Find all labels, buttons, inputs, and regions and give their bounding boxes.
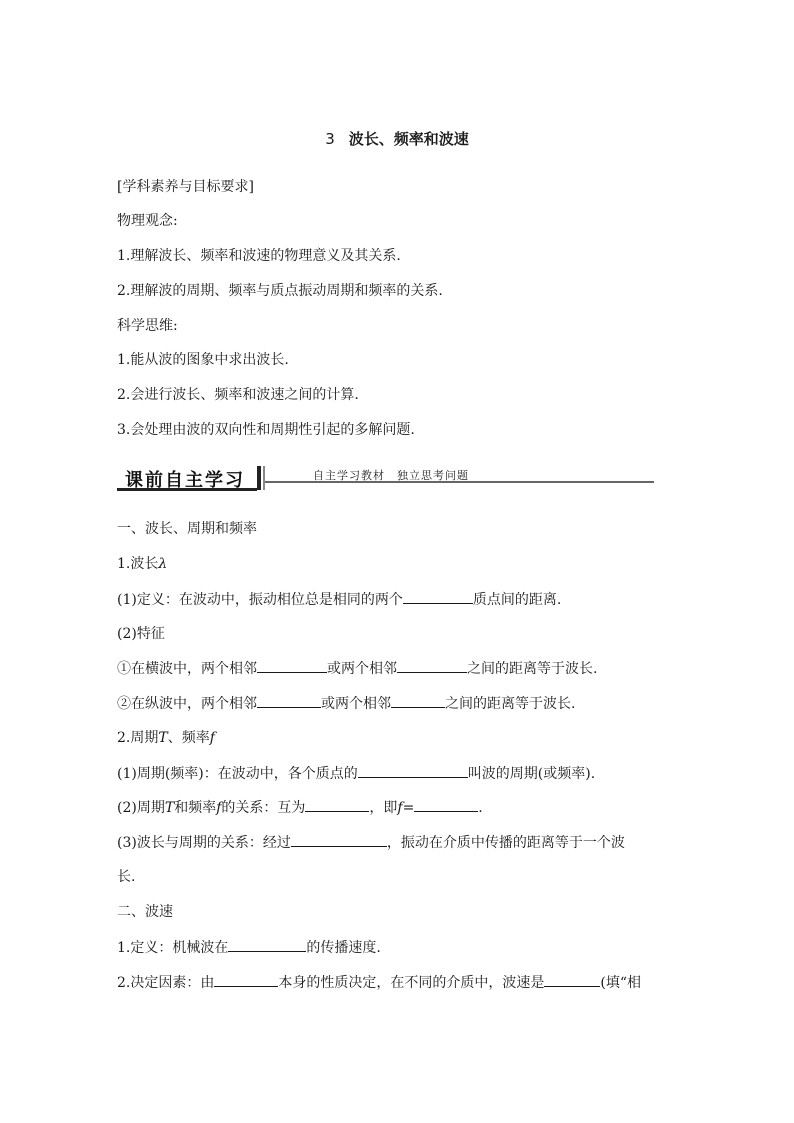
symbol-f: f xyxy=(216,800,222,816)
page-title xyxy=(0,128,794,149)
p2-text-end: . xyxy=(478,800,483,816)
period-title xyxy=(117,728,215,748)
feature-longitudinal xyxy=(117,693,575,714)
fill-blank[interactable] xyxy=(414,797,478,812)
physics-concept-label: 物理观念: xyxy=(117,213,178,229)
fill-blank[interactable] xyxy=(391,693,445,708)
s2-text-c: (填“相 xyxy=(600,975,641,991)
def-text-b: 质点间的距离. xyxy=(472,592,562,608)
f2-text-c: 之间的距离等于波长. xyxy=(445,696,576,712)
p2-text-a: (2)周期 xyxy=(117,800,165,816)
science-thinking-label: 科学思维: xyxy=(117,318,178,334)
wavelength-definition xyxy=(117,589,561,610)
banner-bar-light xyxy=(263,466,265,490)
section-banner xyxy=(117,462,654,492)
objective-st1: 1.能从波的图象中求出波长. xyxy=(117,352,289,368)
feature-label: (2)特征 xyxy=(117,626,165,642)
p1-text-b: 叫波的周期(或频率). xyxy=(467,766,596,782)
wave-speed-definition xyxy=(117,937,381,958)
banner-subtitle: 自主学习教材 独立思考问题 xyxy=(313,469,469,482)
title-text: 波长、频率和波速 xyxy=(348,130,469,148)
fill-blank[interactable] xyxy=(291,832,387,847)
period-frequency-relation xyxy=(117,797,483,818)
equals-sign: = xyxy=(402,800,415,816)
wavelength-period-relation xyxy=(117,832,625,853)
symbol-T: T xyxy=(164,800,175,816)
objective-pc2: 2.理解波的周期、频率与质点振动周期和频率的关系. xyxy=(117,283,443,299)
p2-text-b: 和频率 xyxy=(174,800,217,816)
section2-heading: 二、波速 xyxy=(117,904,173,920)
s2-text-b: 本身的性质决定，在不同的介质中，波速是 xyxy=(278,975,545,991)
p3-text-b: ，振动在介质中传播的距离等于一个波 xyxy=(386,835,625,851)
banner-bar-dark xyxy=(257,466,261,490)
banner-tab xyxy=(117,464,257,491)
f1-text-a: ①在横波中，两个相邻 xyxy=(117,661,257,677)
fill-blank[interactable] xyxy=(214,972,278,987)
objective-st3: 3.会处理由波的双向性和周期性引起的多解问题. xyxy=(117,422,415,438)
f1-text-c: 之间的距离等于波长. xyxy=(467,661,598,677)
fill-blank[interactable] xyxy=(358,763,468,778)
fill-blank[interactable] xyxy=(257,658,327,673)
def-text-a: (1)定义：在波动中，振动相位总是相同的两个 xyxy=(117,592,403,608)
symbol-f: f xyxy=(209,730,215,746)
fill-blank[interactable] xyxy=(305,797,369,812)
feature-transverse xyxy=(117,658,597,679)
wavelength-period-relation-cont: 长. xyxy=(117,869,136,885)
fill-blank[interactable] xyxy=(403,589,473,604)
wavelength-title xyxy=(117,554,167,574)
s1-text-a: 1.定义：机械波在 xyxy=(117,940,229,956)
lambda-symbol: λ xyxy=(158,556,168,572)
s2-text-a: 2.决定因素：由 xyxy=(117,975,215,991)
fill-blank[interactable] xyxy=(544,972,600,987)
period-title-b: 、频率 xyxy=(167,730,210,746)
objective-pc1: 1.理解波长、频率和波速的物理意义及其关系. xyxy=(117,248,401,264)
fill-blank[interactable] xyxy=(228,937,306,952)
fill-blank[interactable] xyxy=(257,693,321,708)
symbol-f: f xyxy=(397,800,403,816)
section-number: 3 xyxy=(325,130,335,148)
symbol-T: T xyxy=(158,730,168,746)
f2-text-b: 或两个相邻 xyxy=(321,696,391,712)
wave-speed-factor xyxy=(117,972,641,993)
objectives-heading: [学科素养与目标要求] xyxy=(117,179,254,195)
f2-text-a: ②在纵波中，两个相邻 xyxy=(117,696,257,712)
period-title-a: 2.周期 xyxy=(117,730,159,746)
p2-text-d: ，即 xyxy=(369,800,398,816)
fill-blank[interactable] xyxy=(397,658,467,673)
objective-st2: 2.会进行波长、频率和波速之间的计算. xyxy=(117,387,359,403)
p1-text-a: (1)周期(频率)：在波动中，各个质点的 xyxy=(117,766,358,782)
period-definition xyxy=(117,763,595,784)
s1-text-b: 的传播速度. xyxy=(306,940,381,956)
wavelength-title-text: 1.波长 xyxy=(117,556,159,572)
p3-text-a: (3)波长与周期的关系：经过 xyxy=(117,835,291,851)
section1-heading: 一、波长、周期和频率 xyxy=(117,521,257,537)
banner-label: 课前自主学习 xyxy=(125,470,245,491)
p2-text-c: 的关系：互为 xyxy=(221,800,306,816)
f1-text-b: 或两个相邻 xyxy=(327,661,397,677)
